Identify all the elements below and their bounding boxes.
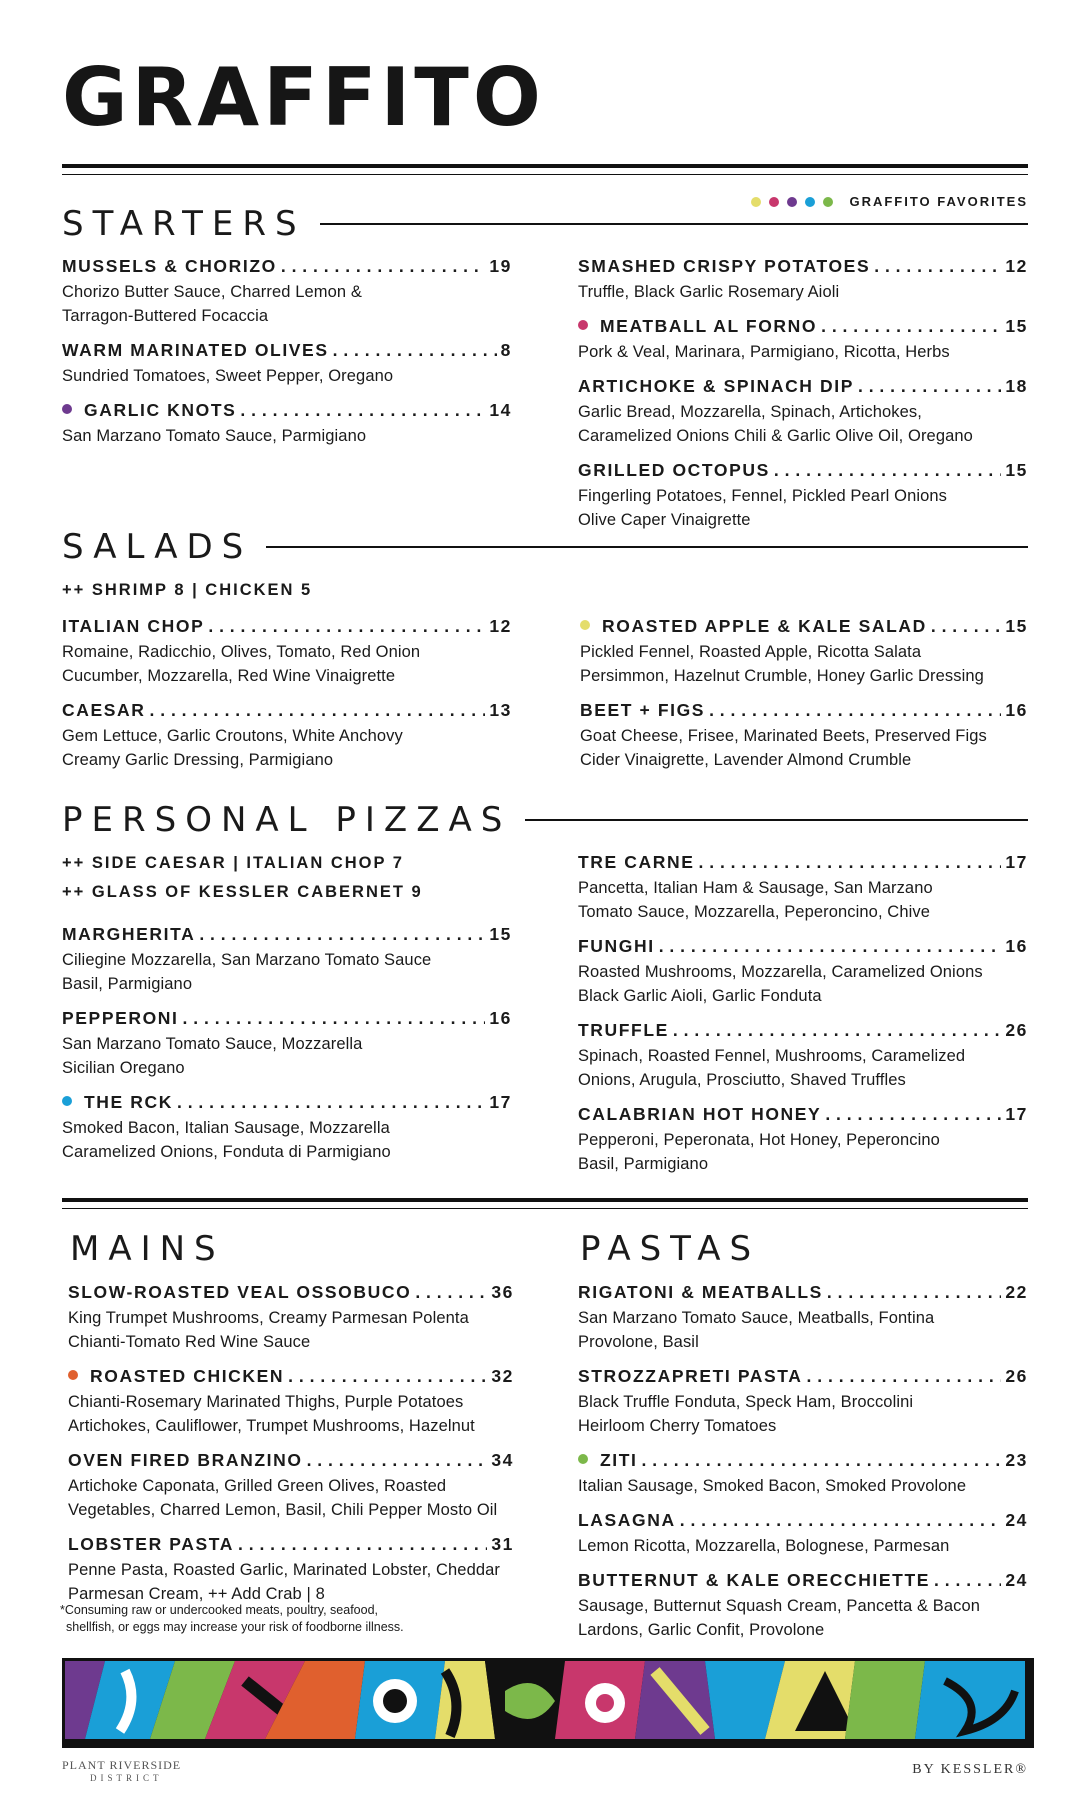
item-description: Persimmon, Hazelnut Crumble, Honey Garlic Dressing — [580, 667, 984, 685]
menu-item — [578, 1510, 1028, 1558]
section-rule — [525, 819, 1028, 821]
item-name: SLOW-ROASTED VEAL OSSOBUCO — [68, 1282, 412, 1302]
menu-item — [578, 852, 1028, 924]
menu-item — [62, 924, 512, 996]
menu-item — [68, 1450, 514, 1522]
dot-leader — [659, 936, 1002, 957]
menu-item — [62, 1008, 512, 1080]
dot-leader — [774, 460, 1001, 481]
favorite-dot — [580, 620, 590, 630]
health-notice-line: shellfish, or eggs may increase your risk of foodborne illness. — [66, 1620, 404, 1634]
item-price: 26 — [1005, 1366, 1028, 1386]
salads-addon: ++ SHRIMP 8 | CHICKEN 5 — [62, 581, 313, 599]
dot-leader — [673, 1020, 1001, 1041]
item-price: 31 — [491, 1534, 514, 1554]
dot-leader — [807, 1366, 1002, 1387]
menu-item — [578, 1570, 1028, 1642]
item-name: SMASHED CRISPY POTATOES — [578, 256, 871, 276]
item-price: 15 — [1005, 616, 1028, 636]
item-description: Cider Vinaigrette, Lavender Almond Crumble — [580, 751, 912, 769]
item-description: Creamy Garlic Dressing, Parmigiano — [62, 751, 334, 769]
menu-item — [578, 1020, 1028, 1092]
health-notice — [60, 1602, 404, 1636]
section-pastas — [580, 1229, 761, 1269]
item-price: 24 — [1005, 1570, 1028, 1590]
item-name: TRUFFLE — [578, 1020, 669, 1040]
brand-logo: GRAFFITO — [62, 51, 545, 144]
dot-leader — [281, 256, 485, 277]
item-description: Black Truffle Fonduta, Speck Ham, Broccolini — [578, 1393, 914, 1411]
health-notice-line: *Consuming raw or undercooked meats, poultry, seafood, — [60, 1603, 378, 1617]
item-description: Chorizo Butter Sauce, Charred Lemon & — [62, 283, 362, 301]
item-description: Roasted Mushrooms, Mozzarella, Caramelized Onions — [578, 963, 983, 981]
favorite-dot-blue — [805, 197, 815, 207]
item-description: Caramelized Onions, Fonduta di Parmigiano — [62, 1143, 391, 1161]
item-price: 22 — [1005, 1282, 1028, 1302]
item-name: CALABRIAN HOT HONEY — [578, 1104, 822, 1124]
section-title-pastas: PASTAS — [580, 1229, 761, 1269]
item-description: Artichoke Caponata, Grilled Green Olives, Roasted — [68, 1477, 447, 1495]
item-price: 18 — [1005, 376, 1028, 396]
item-description: King Trumpet Mushrooms, Creamy Parmesan Polenta — [68, 1309, 469, 1327]
dot-leader — [307, 1450, 488, 1471]
dot-leader — [199, 924, 485, 945]
menu-item — [68, 1534, 514, 1606]
plant-riverside-logo — [62, 1758, 181, 1783]
item-name: CAESAR — [62, 700, 146, 720]
menu-item — [62, 400, 512, 448]
dot-leader — [415, 1282, 487, 1303]
dot-leader — [874, 256, 1001, 277]
footer-left-top: PLANT RIVERSIDE — [62, 1758, 182, 1772]
favorite-dot-yellow — [751, 197, 761, 207]
item-description: Gem Lettuce, Garlic Croutons, White Anchovy — [62, 727, 403, 745]
item-description: San Marzano Tomato Sauce, Parmigiano — [62, 427, 367, 445]
section-starters — [62, 204, 1028, 244]
dot-leader — [208, 616, 485, 637]
item-description: Goat Cheese, Frisee, Marinated Beets, Preserved Figs — [580, 727, 987, 745]
menu-item — [578, 936, 1028, 1008]
item-name: LOBSTER PASTA — [68, 1534, 234, 1554]
menu-item — [68, 1366, 514, 1438]
item-description: Lardons, Garlic Confit, Provolone — [578, 1621, 825, 1639]
item-price: 32 — [491, 1366, 514, 1386]
section-salads — [62, 527, 1028, 567]
item-name: MARGHERITA — [62, 924, 196, 944]
item-price: 34 — [491, 1450, 514, 1470]
item-name: RIGATONI & MEATBALLS — [578, 1282, 823, 1302]
menu-item — [578, 1104, 1028, 1176]
favorite-dot-green — [823, 197, 833, 207]
item-description: Sicilian Oregano — [62, 1059, 185, 1077]
item-name: ROASTED CHICKEN — [90, 1366, 285, 1386]
item-description: Artichokes, Cauliflower, Trumpet Mushrooms, Hazelnut — [68, 1417, 475, 1435]
item-price: 16 — [489, 1008, 512, 1028]
item-price: 26 — [1005, 1020, 1028, 1040]
dot-leader — [709, 700, 1001, 721]
item-price: 19 — [489, 256, 512, 276]
item-price: 15 — [489, 924, 512, 944]
item-description: Lemon Ricotta, Mozzarella, Bolognese, Parmesan — [578, 1537, 950, 1555]
item-name: PEPPERONI — [62, 1008, 179, 1028]
section-title-pizzas: PERSONAL PIZZAS — [62, 800, 512, 840]
dot-leader — [931, 616, 1001, 637]
item-description: Tomato Sauce, Mozzarella, Peperoncino, Chive — [578, 903, 930, 921]
item-description: Onions, Arugula, Prosciutto, Shaved Truffles — [578, 1071, 906, 1089]
dot-leader — [238, 1534, 487, 1555]
item-price: 17 — [489, 1092, 512, 1112]
item-description: Truffle, Black Garlic Rosemary Aioli — [578, 283, 840, 301]
item-name: BUTTERNUT & KALE ORECCHIETTE — [578, 1570, 931, 1590]
item-description: Cucumber, Mozzarella, Red Wine Vinaigrette — [62, 667, 396, 685]
section-title-starters: STARTERS — [62, 204, 306, 244]
menu-item — [62, 340, 512, 388]
item-name: TRE CARNE — [578, 852, 695, 872]
item-name: ROASTED APPLE & KALE SALAD — [602, 616, 927, 636]
item-price: 36 — [491, 1282, 514, 1302]
menu-item — [578, 460, 1028, 532]
top-divider — [62, 164, 1028, 175]
item-price: 16 — [1005, 700, 1028, 720]
item-description: Penne Pasta, Roasted Garlic, Marinated Lobster, Cheddar — [68, 1561, 500, 1579]
item-price: 13 — [489, 700, 512, 720]
pizza-addon: ++ SIDE CAESAR | ITALIAN CHOP 7 — [62, 854, 404, 872]
favorite-dot — [62, 404, 72, 414]
menu-item — [62, 1092, 512, 1164]
item-name: GARLIC KNOTS — [84, 400, 237, 420]
item-price: 8 — [500, 340, 512, 360]
favorites-label: GRAFFITO FAVORITES — [849, 194, 1028, 209]
item-name: WARM MARINATED OLIVES — [62, 340, 329, 360]
item-description: Spinach, Roasted Fennel, Mushrooms, Caramelized — [578, 1047, 966, 1065]
item-description: Chianti-Tomato Red Wine Sauce — [68, 1333, 311, 1351]
graffiti-art-banner — [62, 1658, 1034, 1748]
dot-leader — [699, 852, 1002, 873]
item-description: Pepperoni, Peperonata, Hot Honey, Peperoncino — [578, 1131, 940, 1149]
item-name: BEET + FIGS — [580, 700, 706, 720]
item-description: Italian Sausage, Smoked Bacon, Smoked Provolone — [578, 1477, 967, 1495]
dot-leader — [177, 1092, 485, 1113]
item-name: FUNGHI — [578, 936, 655, 956]
item-description: Basil, Parmigiano — [578, 1155, 709, 1173]
menu-item — [62, 700, 512, 772]
dot-leader — [150, 700, 486, 721]
item-price: 14 — [489, 400, 512, 420]
menu-item — [580, 700, 1028, 772]
item-description: Basil, Parmigiano — [62, 975, 193, 993]
menu-item — [578, 1282, 1028, 1354]
section-title-salads: SALADS — [62, 527, 253, 567]
item-price: 23 — [1005, 1450, 1028, 1470]
item-description: Olive Caper Vinaigrette — [578, 511, 751, 529]
item-description: Sausage, Butternut Squash Cream, Pancetta & Bacon — [578, 1597, 981, 1615]
item-name: OVEN FIRED BRANZINO — [68, 1450, 303, 1470]
item-description: Fingerling Potatoes, Fennel, Pickled Pearl Onions — [578, 487, 948, 505]
favorite-dot-purple — [787, 197, 797, 207]
item-description: Smoked Bacon, Italian Sausage, Mozzarella — [62, 1119, 390, 1137]
section-mains — [70, 1229, 225, 1269]
section-pizzas — [62, 800, 1028, 840]
item-description: Romaine, Radicchio, Olives, Tomato, Red Onion — [62, 643, 421, 661]
mid-divider — [62, 1198, 1028, 1209]
item-description: Black Garlic Aioli, Garlic Fonduta — [578, 987, 822, 1005]
item-price: 17 — [1005, 852, 1028, 872]
favorite-dot — [68, 1370, 78, 1380]
item-description: Provolone, Basil — [578, 1333, 699, 1351]
menu-item — [68, 1282, 514, 1354]
favorite-dot — [62, 1096, 72, 1106]
graffiti-art — [65, 1661, 1025, 1739]
kessler-logo: BY KESSLER® — [912, 1762, 1028, 1777]
menu-item — [578, 1450, 1028, 1498]
menu-item — [578, 1366, 1028, 1438]
item-price: 17 — [1005, 1104, 1028, 1124]
dot-leader — [827, 1282, 1001, 1303]
dot-leader — [333, 340, 497, 361]
item-name: ARTICHOKE & SPINACH DIP — [578, 376, 854, 396]
item-description: Sundried Tomatoes, Sweet Pepper, Oregano — [62, 367, 394, 385]
item-name: THE RCK — [84, 1092, 173, 1112]
menu-item — [578, 376, 1028, 448]
item-description: San Marzano Tomato Sauce, Meatballs, Fontina — [578, 1309, 935, 1327]
menu-item — [578, 316, 1028, 364]
favorite-dot — [578, 320, 588, 330]
dot-leader — [821, 316, 1001, 337]
item-description: Heirloom Cherry Tomatoes — [578, 1417, 777, 1435]
section-rule — [320, 223, 1028, 225]
item-description: Ciliegine Mozzarella, San Marzano Tomato Sauce — [62, 951, 432, 969]
menu-item — [62, 256, 512, 328]
item-description: San Marzano Tomato Sauce, Mozzarella — [62, 1035, 363, 1053]
dot-leader — [183, 1008, 486, 1029]
menu-item — [62, 616, 512, 688]
item-name: GRILLED OCTOPUS — [578, 460, 770, 480]
item-price: 16 — [1005, 936, 1028, 956]
item-description: Chianti-Rosemary Marinated Thighs, Purple Potatoes — [68, 1393, 464, 1411]
section-title-mains: MAINS — [70, 1229, 225, 1269]
item-name: MEATBALL AL FORNO — [600, 316, 818, 336]
item-description: Pickled Fennel, Roasted Apple, Ricotta Salata — [580, 643, 922, 661]
dot-leader — [934, 1570, 1001, 1591]
item-name: STROZZAPRETI PASTA — [578, 1366, 803, 1386]
item-description: Garlic Bread, Mozzarella, Spinach, Artichokes, — [578, 403, 922, 421]
item-description: Pork & Veal, Marinara, Parmigiano, Ricotta, Herbs — [578, 343, 950, 361]
item-name: ITALIAN CHOP — [62, 616, 205, 636]
dot-leader — [680, 1510, 1002, 1531]
pizza-addon: ++ GLASS OF KESSLER CABERNET 9 — [62, 883, 423, 901]
item-price: 12 — [1005, 256, 1028, 276]
dot-leader — [240, 400, 485, 421]
item-name: ZITI — [600, 1450, 638, 1470]
item-price: 15 — [1005, 316, 1028, 336]
favorite-dot-pink — [769, 197, 779, 207]
footer-left-bottom: DISTRICT — [90, 1773, 163, 1783]
item-description: Tarragon-Buttered Focaccia — [62, 307, 269, 325]
item-description: Pancetta, Italian Ham & Sausage, San Marzano — [578, 879, 933, 897]
menu-item — [578, 256, 1028, 304]
item-name: MUSSELS & CHORIZO — [62, 256, 277, 276]
dot-leader — [825, 1104, 1001, 1125]
dot-leader — [858, 376, 1001, 397]
item-name: LASAGNA — [578, 1510, 676, 1530]
section-rule — [266, 546, 1028, 548]
item-price: 12 — [489, 616, 512, 636]
item-price: 15 — [1005, 460, 1028, 480]
dot-leader — [288, 1366, 487, 1387]
item-description: Vegetables, Charred Lemon, Basil, Chili Pepper Mosto Oil — [68, 1501, 498, 1519]
dot-leader — [642, 1450, 1002, 1471]
favorite-dot — [578, 1454, 588, 1464]
menu-item — [580, 616, 1028, 688]
item-description: Parmesan Cream, ++ Add Crab | 8 — [68, 1585, 325, 1603]
item-price: 24 — [1005, 1510, 1028, 1530]
item-description: Caramelized Onions Chili & Garlic Olive Oil, Oregano — [578, 427, 973, 445]
